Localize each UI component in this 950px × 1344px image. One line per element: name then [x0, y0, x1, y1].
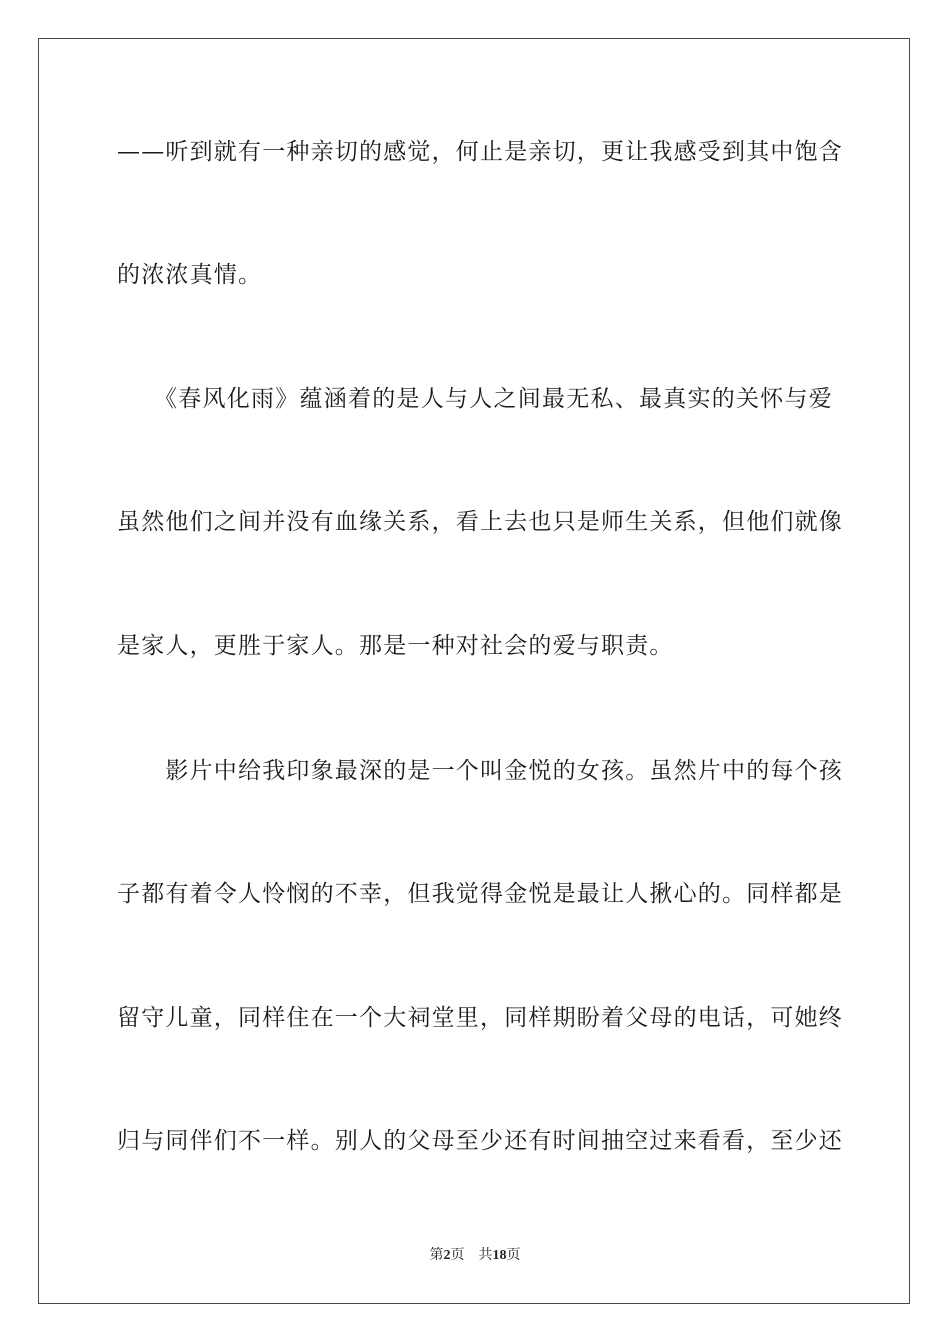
page-suffix: 页: [450, 1248, 465, 1263]
text-line-1: ——听到就有一种亲切的感觉，何止是亲切，更让我感受到其中饱含: [117, 139, 843, 165]
total-prefix: 共: [478, 1248, 493, 1263]
text-line-3: 《春风化雨》蕴涵着的是人与人之间最无私、最真实的关怀与爱: [117, 386, 833, 412]
total-suffix: 页: [506, 1248, 521, 1263]
page-number: 2: [443, 1248, 451, 1263]
text-line-7: 子都有着令人怜悯的不幸，但我觉得金悦是最让人揪心的。同样都是: [117, 881, 843, 907]
page-prefix: 第: [429, 1248, 444, 1263]
text-line-2: 的浓浓真情。: [117, 262, 263, 288]
text-line-6: 影片中给我印象最深的是一个叫金悦的女孩。虽然片中的每个孩: [117, 758, 843, 784]
page-footer: [0, 1247, 950, 1265]
text-line-4: 虽然他们之间并没有血缘关系，看上去也只是师生关系，但他们就像: [117, 509, 843, 535]
text-line-9: 归与同伴们不一样。别人的父母至少还有时间抽空过来看看，至少还: [117, 1128, 843, 1154]
total-pages: 18: [492, 1248, 507, 1263]
text-line-5: 是家人，更胜于家人。那是一种对社会的爱与职责。: [117, 633, 674, 659]
text-line-8: 留守儿童，同样住在一个大祠堂里，同样期盼着父母的电话，可她终: [117, 1005, 843, 1031]
page-border: [38, 38, 910, 1304]
